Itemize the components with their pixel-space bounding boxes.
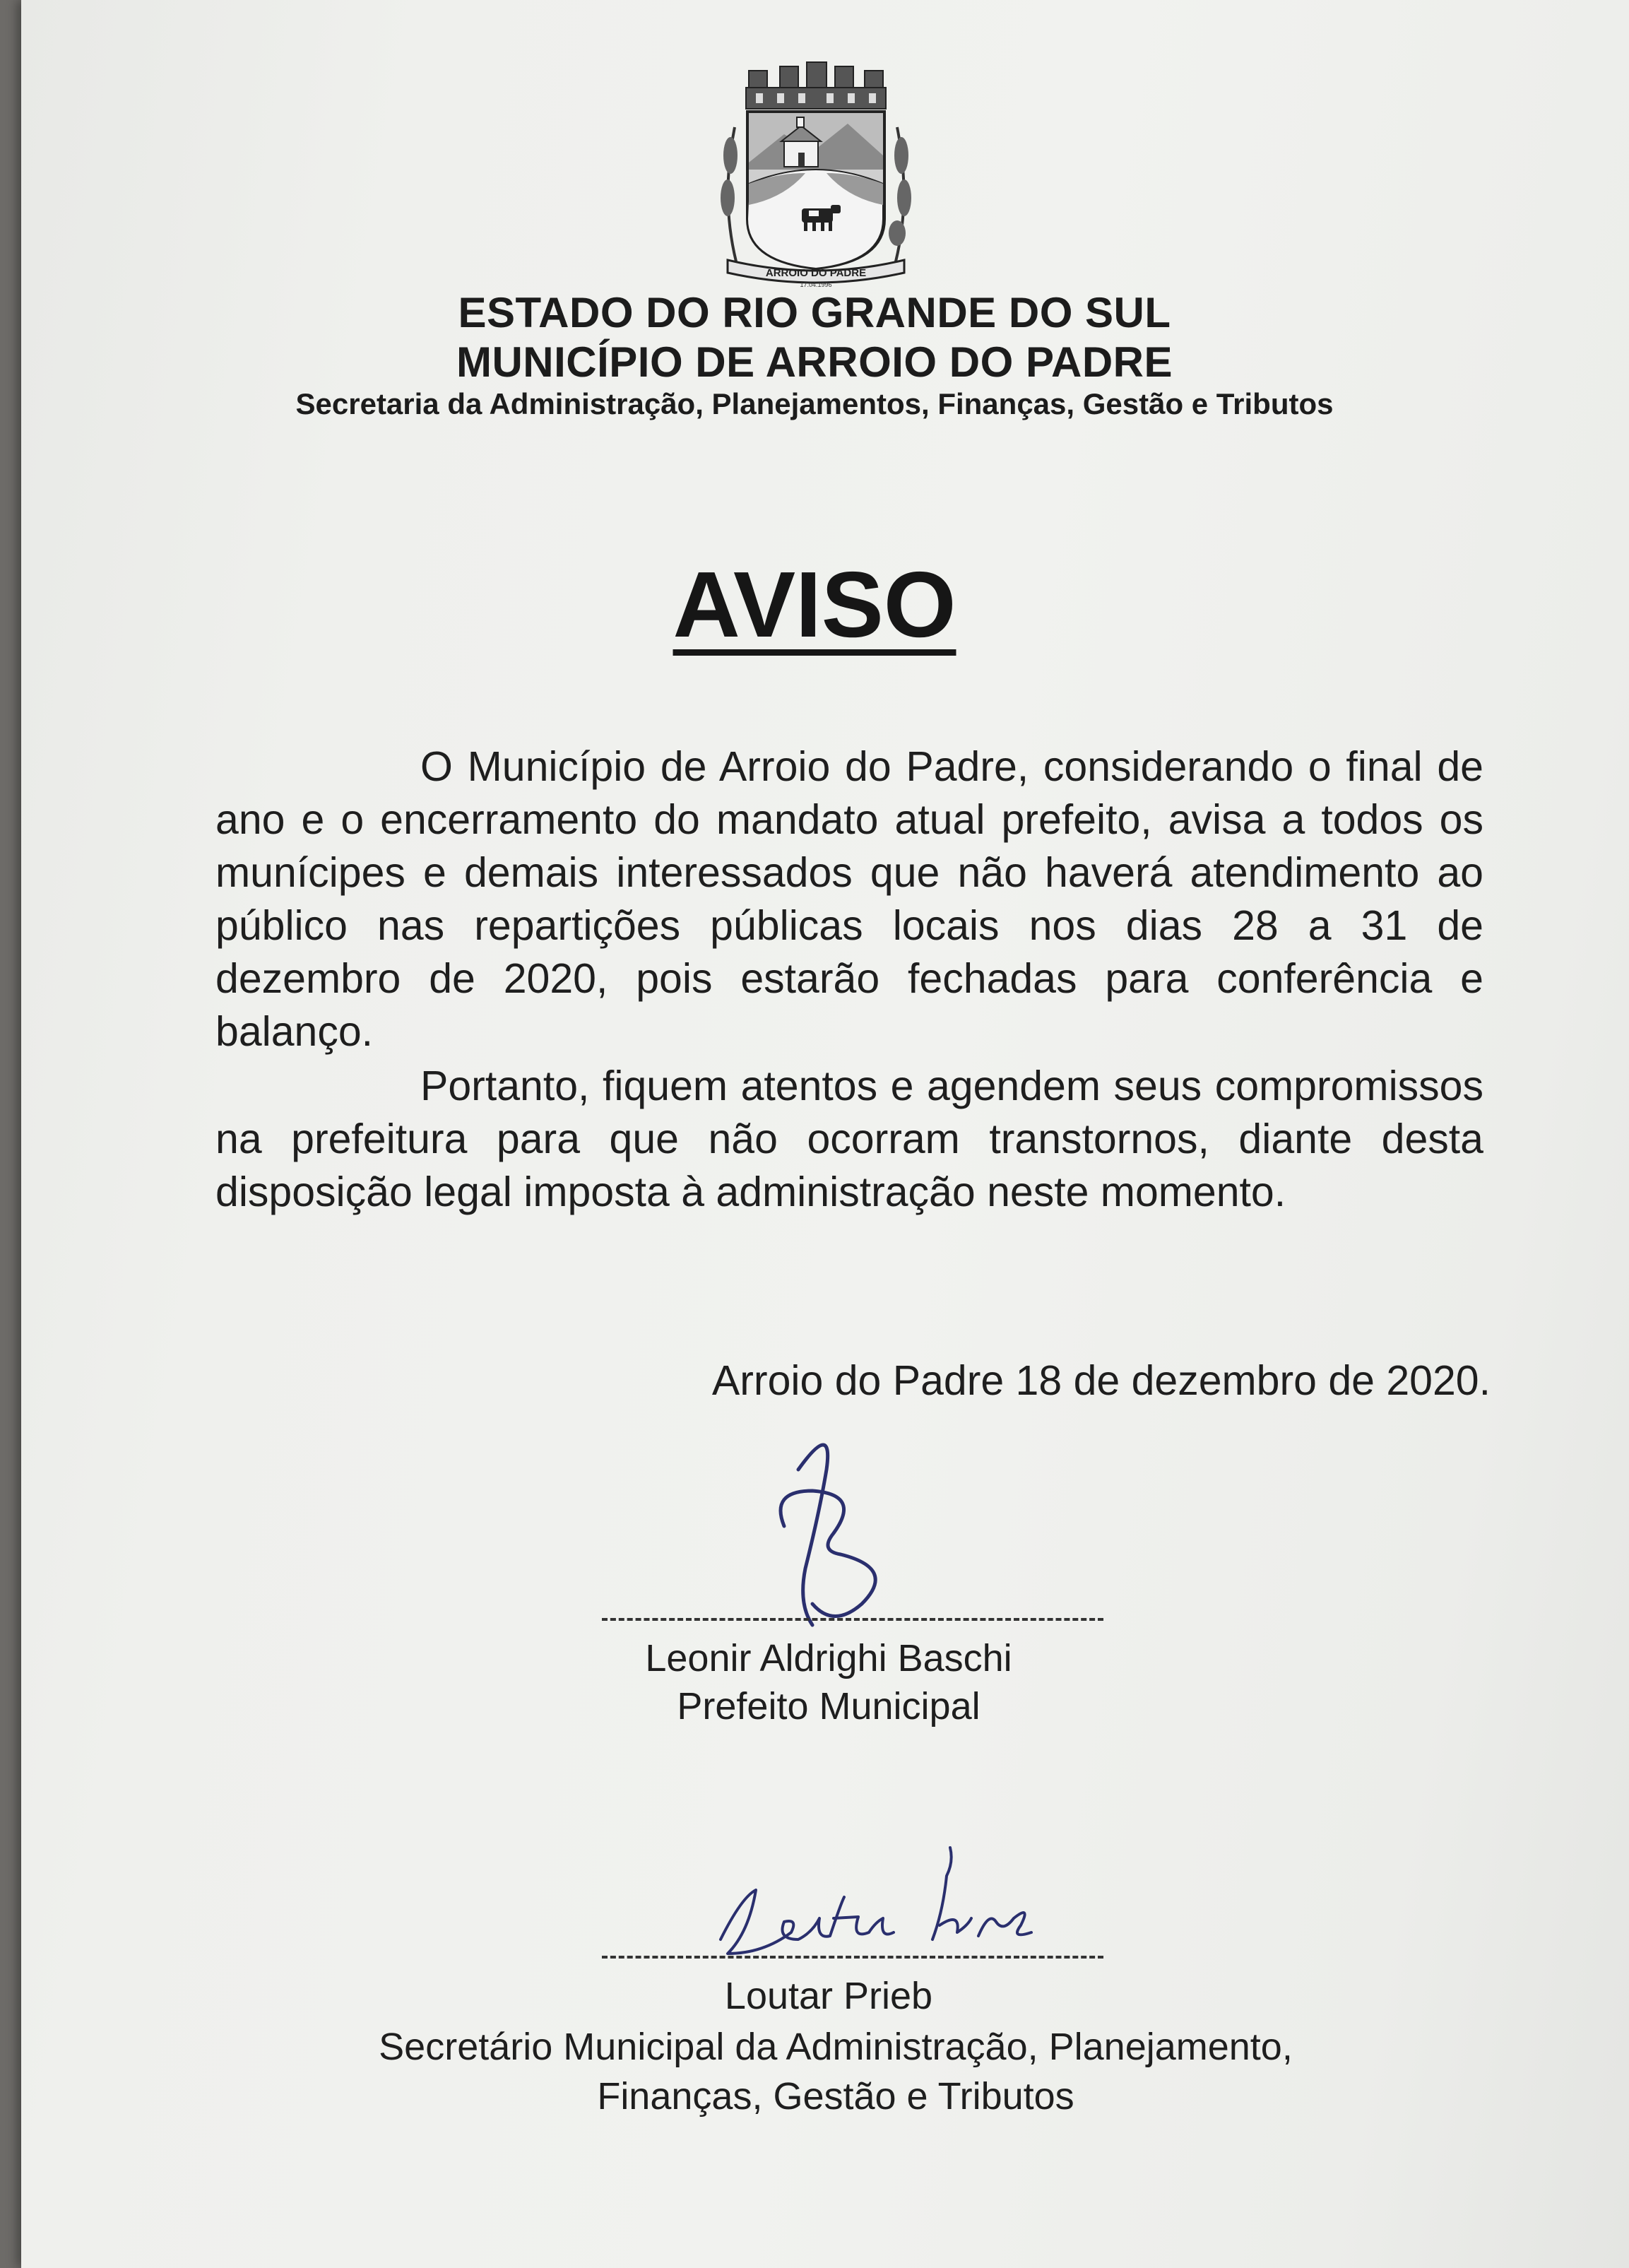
signatory-2-title-line-1: Secretário Municipal da Administração, Planejamento, (379, 2026, 1293, 2068)
crest-date-text: 17.04.1996 (800, 281, 832, 288)
signatory-2-title-line-2: Finanças, Gestão e Tributos (597, 2075, 1074, 2118)
header-municipality: MUNICÍPIO DE ARROIO DO PADRE (456, 338, 1173, 386)
document-title (0, 551, 1629, 658)
municipal-coat-of-arms (706, 57, 925, 290)
body-paragraph-1: O Município de Arroio do Padre, considerando o final de ano e o encerramento do mandato atual prefeito, avisa a todos os munícipes e demais interessados que não haverá atendimento ao público nas repartições públicas locais nos dias 28 a 31 de dezembro de 2020, pois estarão fechadas para conferência e balanço. (215, 743, 1483, 1055)
handwritten-signature-1 (756, 1427, 918, 1639)
date-line: Arroio do Padre 18 de dezembro de 2020. (711, 1357, 1491, 1404)
signature-line-2 (602, 1956, 1103, 1959)
signature-line-1 (602, 1618, 1103, 1621)
signatory-1-name: Leonir Aldrighi Baschi (645, 1637, 1012, 1679)
header-secretariat: Secretaria da Administração, Planejamentos, Finanças, Gestão e Tributos (295, 387, 1334, 420)
handwritten-signature-2 (699, 1833, 1053, 1975)
header-state: ESTADO DO RIO GRANDE DO SUL (458, 289, 1171, 336)
signatory-1-title: Prefeito Municipal (677, 1685, 981, 1727)
body-paragraph-2: Portanto, fiquem atentos e agendem seus compromissos na prefeitura para que não ocorram transtornos, diante desta disposição legal imposta à administração neste momento. (215, 1063, 1483, 1215)
crest-banner-text: ARROIO DO PADRE (765, 267, 867, 279)
signatory-2-name: Loutar Prieb (724, 1975, 933, 2017)
document-title-text: AVISO (673, 553, 956, 656)
